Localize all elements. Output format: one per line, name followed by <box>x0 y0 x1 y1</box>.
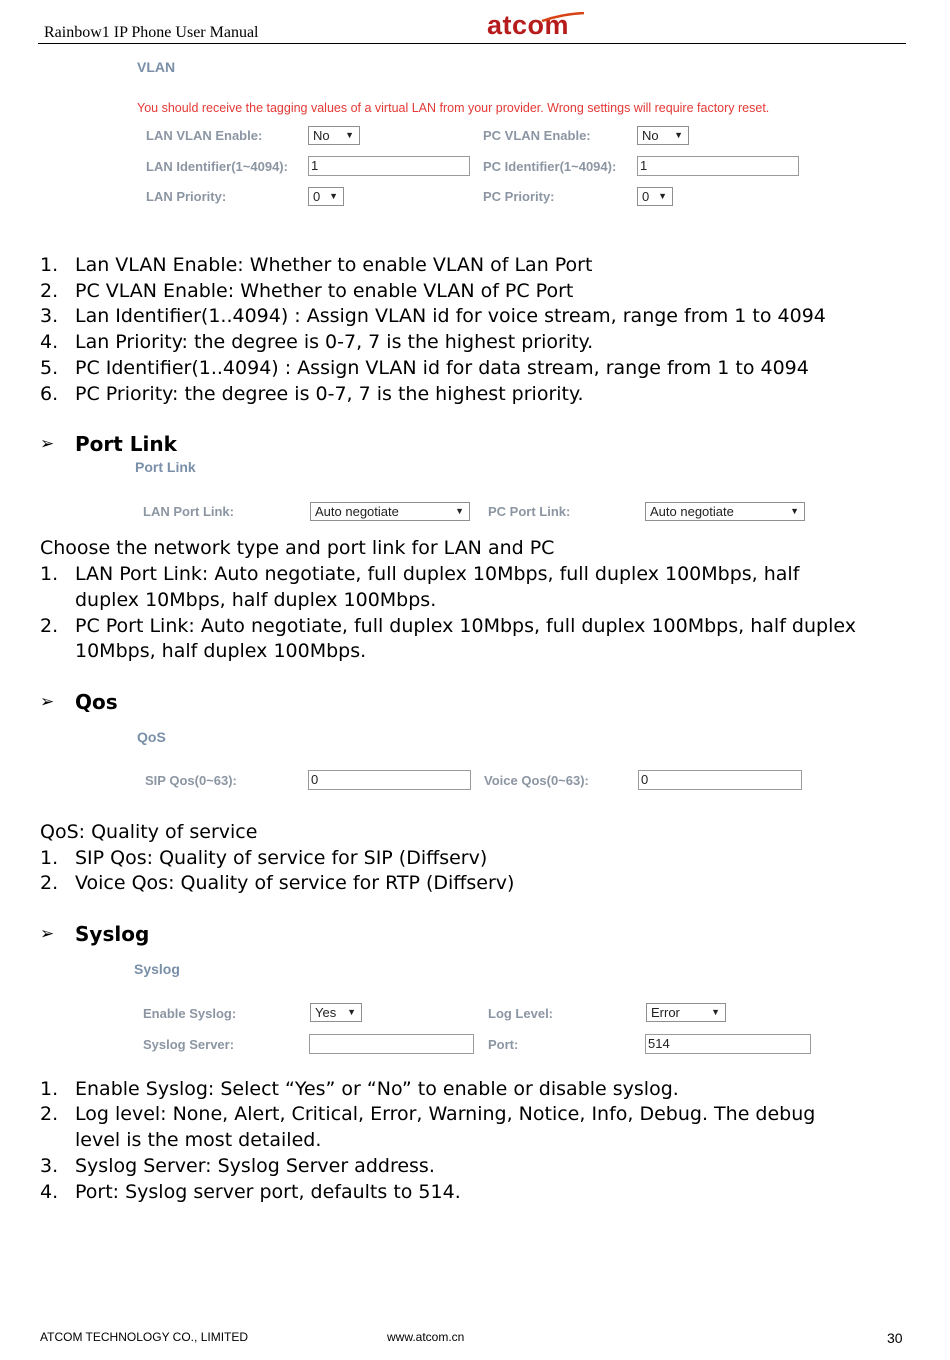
list-item: Lan Identifier(1..4094) : Assign VLAN id for voice stream, range from 1 to 4094 <box>75 305 826 327</box>
list-number: 1. <box>40 847 59 869</box>
page-number: 30 <box>887 1330 903 1346</box>
lan-port-link-select[interactable] <box>310 502 470 521</box>
pc-port-link-label: PC Port Link: <box>488 504 571 519</box>
atcom-logo: atcom <box>487 10 570 40</box>
list-number: 5. <box>40 357 59 379</box>
syslog-panel-title: Syslog <box>134 961 180 977</box>
footer-website: www.atcom.cn <box>387 1330 465 1344</box>
pc-priority-label: PC Priority: <box>483 189 555 204</box>
arrow-bullet-icon: ➢ <box>40 434 55 454</box>
list-number: 2. <box>40 615 59 637</box>
chevron-down-icon: ▼ <box>674 130 683 140</box>
list-number: 4. <box>40 331 59 353</box>
list-number: 3. <box>40 305 59 327</box>
list-number: 3. <box>40 1155 59 1177</box>
port-label: Port: <box>488 1037 519 1052</box>
list-item-continuation: 10Mbps, half duplex 100Mbps. <box>75 640 367 662</box>
list-item: Syslog Server: Syslog Server address. <box>75 1155 435 1177</box>
list-number: 6. <box>40 383 59 405</box>
list-number: 2. <box>40 1103 59 1125</box>
lan-priority-value: 0 <box>313 189 321 204</box>
header-divider <box>38 43 906 44</box>
list-number: 2. <box>40 872 59 894</box>
vlan-warning: You should receive the tagging values of a virtual LAN from your provider. Wrong settings will require factory reset. <box>137 101 770 115</box>
syslog-heading: Syslog <box>75 922 150 946</box>
list-number: 1. <box>40 563 59 585</box>
enable-syslog-label: Enable Syslog: <box>143 1006 237 1021</box>
pc-priority-select[interactable] <box>637 187 673 206</box>
chevron-down-icon: ▼ <box>658 191 667 201</box>
lan-identifier-input[interactable]: 1 <box>308 156 470 176</box>
pc-priority-value: 0 <box>642 189 650 204</box>
log-level-label: Log Level: <box>488 1006 554 1021</box>
list-number: 1. <box>40 1078 59 1100</box>
chevron-down-icon: ▼ <box>347 1007 356 1017</box>
enable-syslog-select[interactable] <box>310 1003 362 1022</box>
list-item: Port: Syslog server port, defaults to 514. <box>75 1181 461 1203</box>
port-link-intro: Choose the network type and port link for LAN and PC <box>40 537 555 559</box>
footer-company: ATCOM TECHNOLOGY CO., LIMITED <box>40 1330 249 1344</box>
lan-priority-select[interactable] <box>308 187 344 206</box>
qos-heading: Qos <box>75 690 118 714</box>
vlan-panel-title: VLAN <box>137 59 176 75</box>
chevron-down-icon: ▼ <box>345 130 354 140</box>
port-input[interactable]: 514 <box>645 1034 811 1054</box>
lan-port-link-value: Auto negotiate <box>315 504 399 519</box>
chevron-down-icon: ▼ <box>455 506 464 516</box>
list-item: PC Priority: the degree is 0-7, 7 is the highest priority. <box>75 383 584 405</box>
pc-port-link-select[interactable] <box>645 502 805 521</box>
log-level-select[interactable] <box>646 1003 726 1022</box>
port-link-panel-title: Port Link <box>135 459 196 475</box>
list-item: Log level: None, Alert, Critical, Error, Warning, Notice, Info, Debug. The debug <box>75 1103 816 1125</box>
sip-qos-label: SIP Qos(0~63): <box>145 773 237 788</box>
sip-qos-input[interactable]: 0 <box>308 770 471 790</box>
pc-identifier-input[interactable]: 1 <box>637 156 799 176</box>
voice-qos-input[interactable]: 0 <box>638 770 802 790</box>
lan-identifier-label: LAN Identifier(1~4094): <box>146 159 288 174</box>
list-item-continuation: duplex 10Mbps, half duplex 100Mbps. <box>75 589 437 611</box>
pc-vlan-enable-select[interactable] <box>637 126 689 145</box>
list-item: PC Identifier(1..4094) : Assign VLAN id for data stream, range from 1 to 4094 <box>75 357 809 379</box>
chevron-down-icon: ▼ <box>329 191 338 201</box>
lan-vlan-enable-value: No <box>313 128 330 143</box>
list-number: 2. <box>40 280 59 302</box>
list-item: Lan Priority: the degree is 0-7, 7 is the highest priority. <box>75 331 594 353</box>
list-item: Voice Qos: Quality of service for RTP (Diffserv) <box>75 872 515 894</box>
list-item-continuation: level is the most detailed. <box>75 1129 322 1151</box>
pc-identifier-label: PC Identifier(1~4094): <box>483 159 617 174</box>
qos-panel-title: QoS <box>137 729 166 745</box>
lan-vlan-enable-select[interactable] <box>308 126 360 145</box>
lan-port-link-label: LAN Port Link: <box>143 504 234 519</box>
chevron-down-icon: ▼ <box>790 506 799 516</box>
list-item: LAN Port Link: Auto negotiate, full duplex 10Mbps, full duplex 100Mbps, half <box>75 563 800 585</box>
list-number: 1. <box>40 254 59 276</box>
pc-vlan-enable-label: PC VLAN Enable: <box>483 128 591 143</box>
list-item: Lan VLAN Enable: Whether to enable VLAN of Lan Port <box>75 254 593 276</box>
lan-vlan-enable-label: LAN VLAN Enable: <box>146 128 263 143</box>
list-item: Enable Syslog: Select “Yes” or “No” to enable or disable syslog. <box>75 1078 679 1100</box>
enable-syslog-value: Yes <box>315 1005 337 1020</box>
document-title: Rainbow1 IP Phone User Manual <box>44 24 259 41</box>
lan-priority-label: LAN Priority: <box>146 189 227 204</box>
pc-vlan-enable-value: No <box>642 128 659 143</box>
arrow-bullet-icon: ➢ <box>40 924 55 944</box>
qos-intro: QoS: Quality of service <box>40 821 258 843</box>
list-item: PC Port Link: Auto negotiate, full duplex 10Mbps, full duplex 100Mbps, half duplex <box>75 615 856 637</box>
list-item: SIP Qos: Quality of service for SIP (Diffserv) <box>75 847 488 869</box>
port-link-heading: Port Link <box>75 432 177 456</box>
pc-port-link-value: Auto negotiate <box>650 504 734 519</box>
log-level-value: Error <box>651 1005 680 1020</box>
voice-qos-label: Voice Qos(0~63): <box>484 773 589 788</box>
syslog-server-input[interactable] <box>309 1034 474 1054</box>
chevron-down-icon: ▼ <box>711 1007 720 1017</box>
arrow-bullet-icon: ➢ <box>40 692 55 712</box>
list-item: PC VLAN Enable: Whether to enable VLAN of PC Port <box>75 280 574 302</box>
logo-swoosh-icon <box>540 12 586 22</box>
syslog-server-label: Syslog Server: <box>143 1037 235 1052</box>
list-number: 4. <box>40 1181 59 1203</box>
